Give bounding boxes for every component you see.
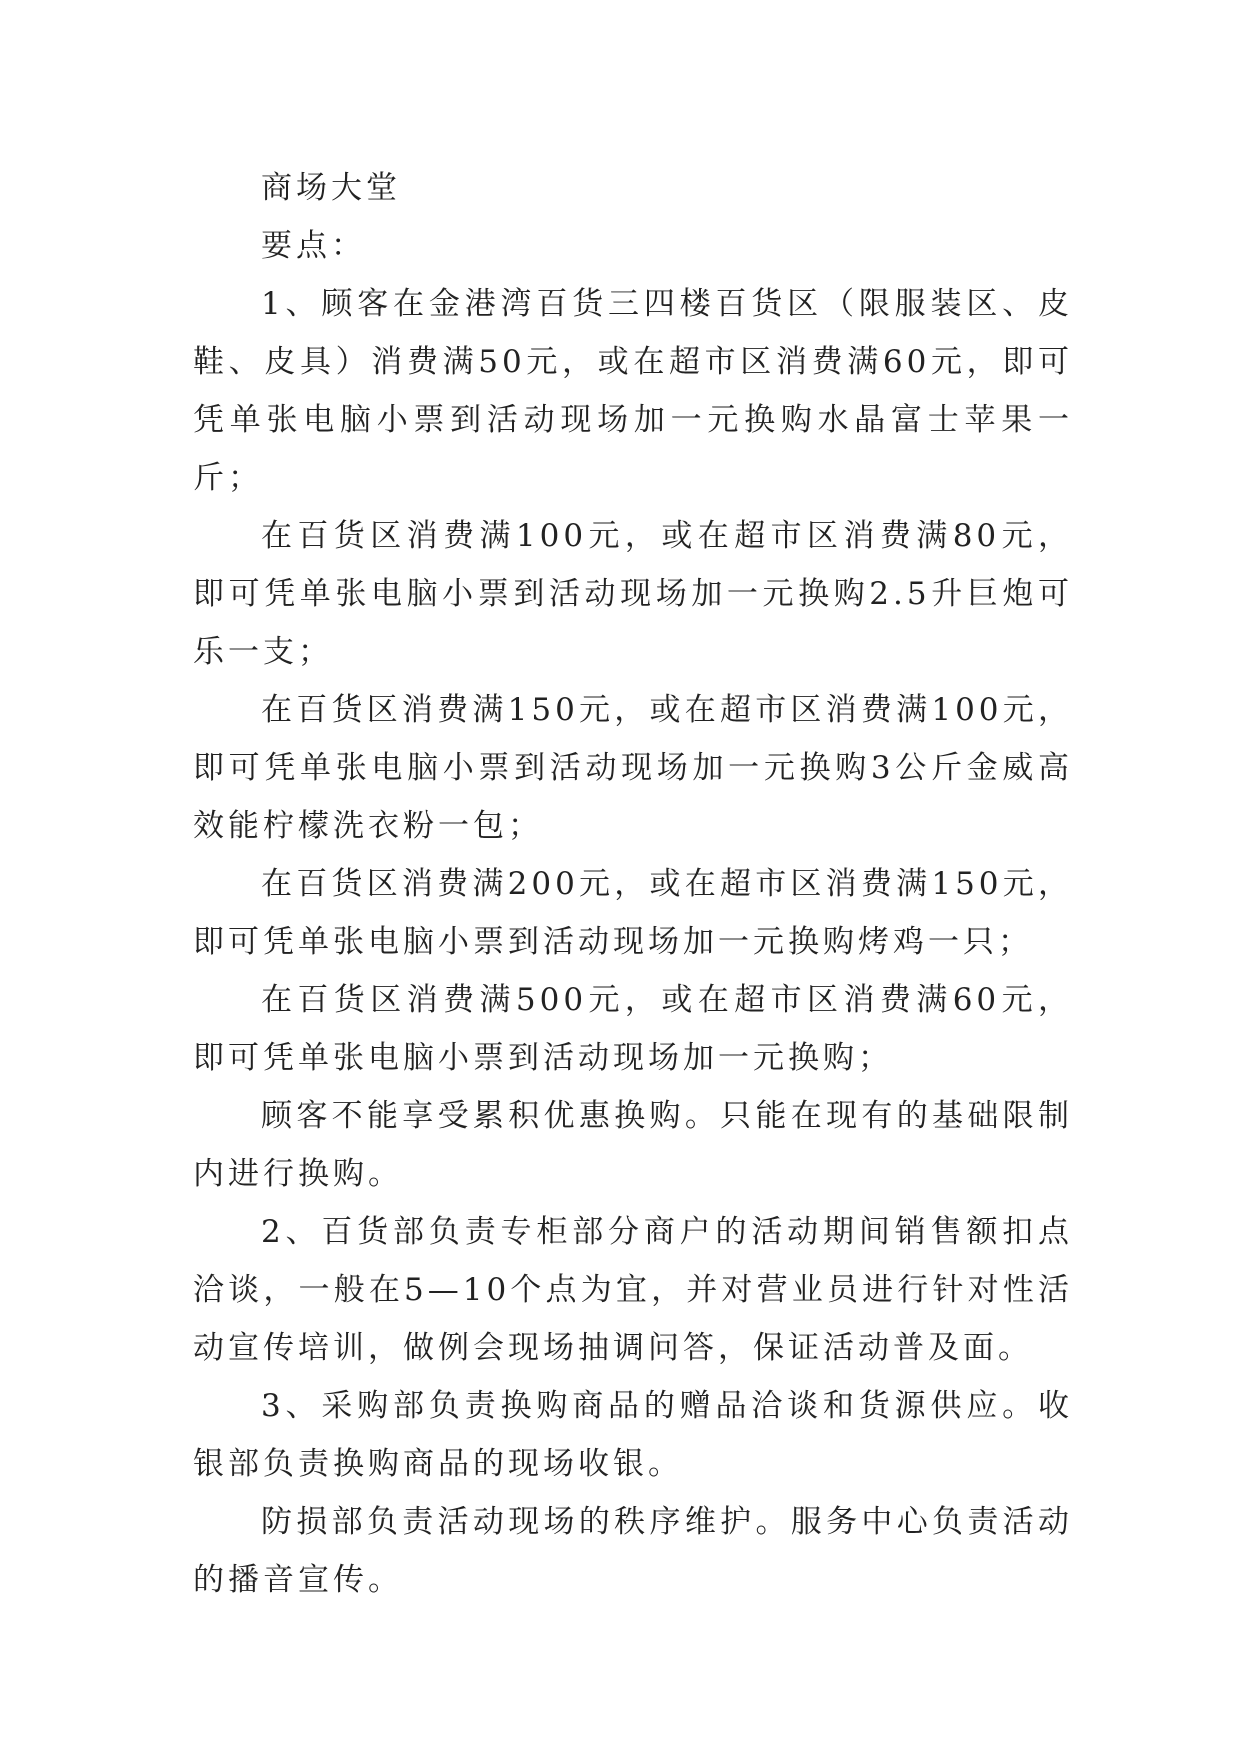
paragraph-point-3: 3、采购部负责换购商品的赠品洽谈和货源供应。收银部负责换购商品的现场收银。 bbox=[193, 1388, 1073, 1482]
points-heading: 要点： bbox=[261, 228, 366, 264]
paragraph-tier-500: 在百货区消费满500元，或在超市区消费满60元，即可凭单张电脑小票到活动现场加一元换购； bbox=[193, 982, 1073, 1076]
paragraph-tier-150: 在百货区消费满150元，或在超市区消费满100元，即可凭单张电脑小票到活动现场加一元换购3公斤金威高效能柠檬洗衣粉一包； bbox=[193, 692, 1073, 844]
paragraph-loss-prevention: 防损部负责活动现场的秩序维护。服务中心负责活动的播音宣传。 bbox=[193, 1504, 1073, 1598]
paragraph-no-accumulation: 顾客不能享受累积优惠换购。只能在现有的基础限制内进行换购。 bbox=[193, 1098, 1073, 1192]
paragraph-tier-100: 在百货区消费满100元，或在超市区消费满80元，即可凭单张电脑小票到活动现场加一元换购2.5升巨炮可乐一支； bbox=[193, 518, 1073, 670]
paragraph-point-1: 1、顾客在金港湾百货三四楼百货区（限服装区、皮鞋、皮具）消费满50元，或在超市区消费满60元，即可凭单张电脑小票到活动现场加一元换购水晶富士苹果一斤； bbox=[193, 286, 1073, 496]
section-heading: 商场大堂 bbox=[261, 170, 401, 206]
document-body bbox=[193, 159, 1073, 1609]
paragraph-point-2: 2、百货部负责专柜部分商户的活动期间销售额扣点洽谈，一般在5—10个点为宜，并对营业员进行针对性活动宣传培训，做例会现场抽调问答，保证活动普及面。 bbox=[193, 1214, 1073, 1366]
paragraph-tier-200: 在百货区消费满200元，或在超市区消费满150元，即可凭单张电脑小票到活动现场加一元换购烤鸡一只； bbox=[193, 866, 1073, 960]
